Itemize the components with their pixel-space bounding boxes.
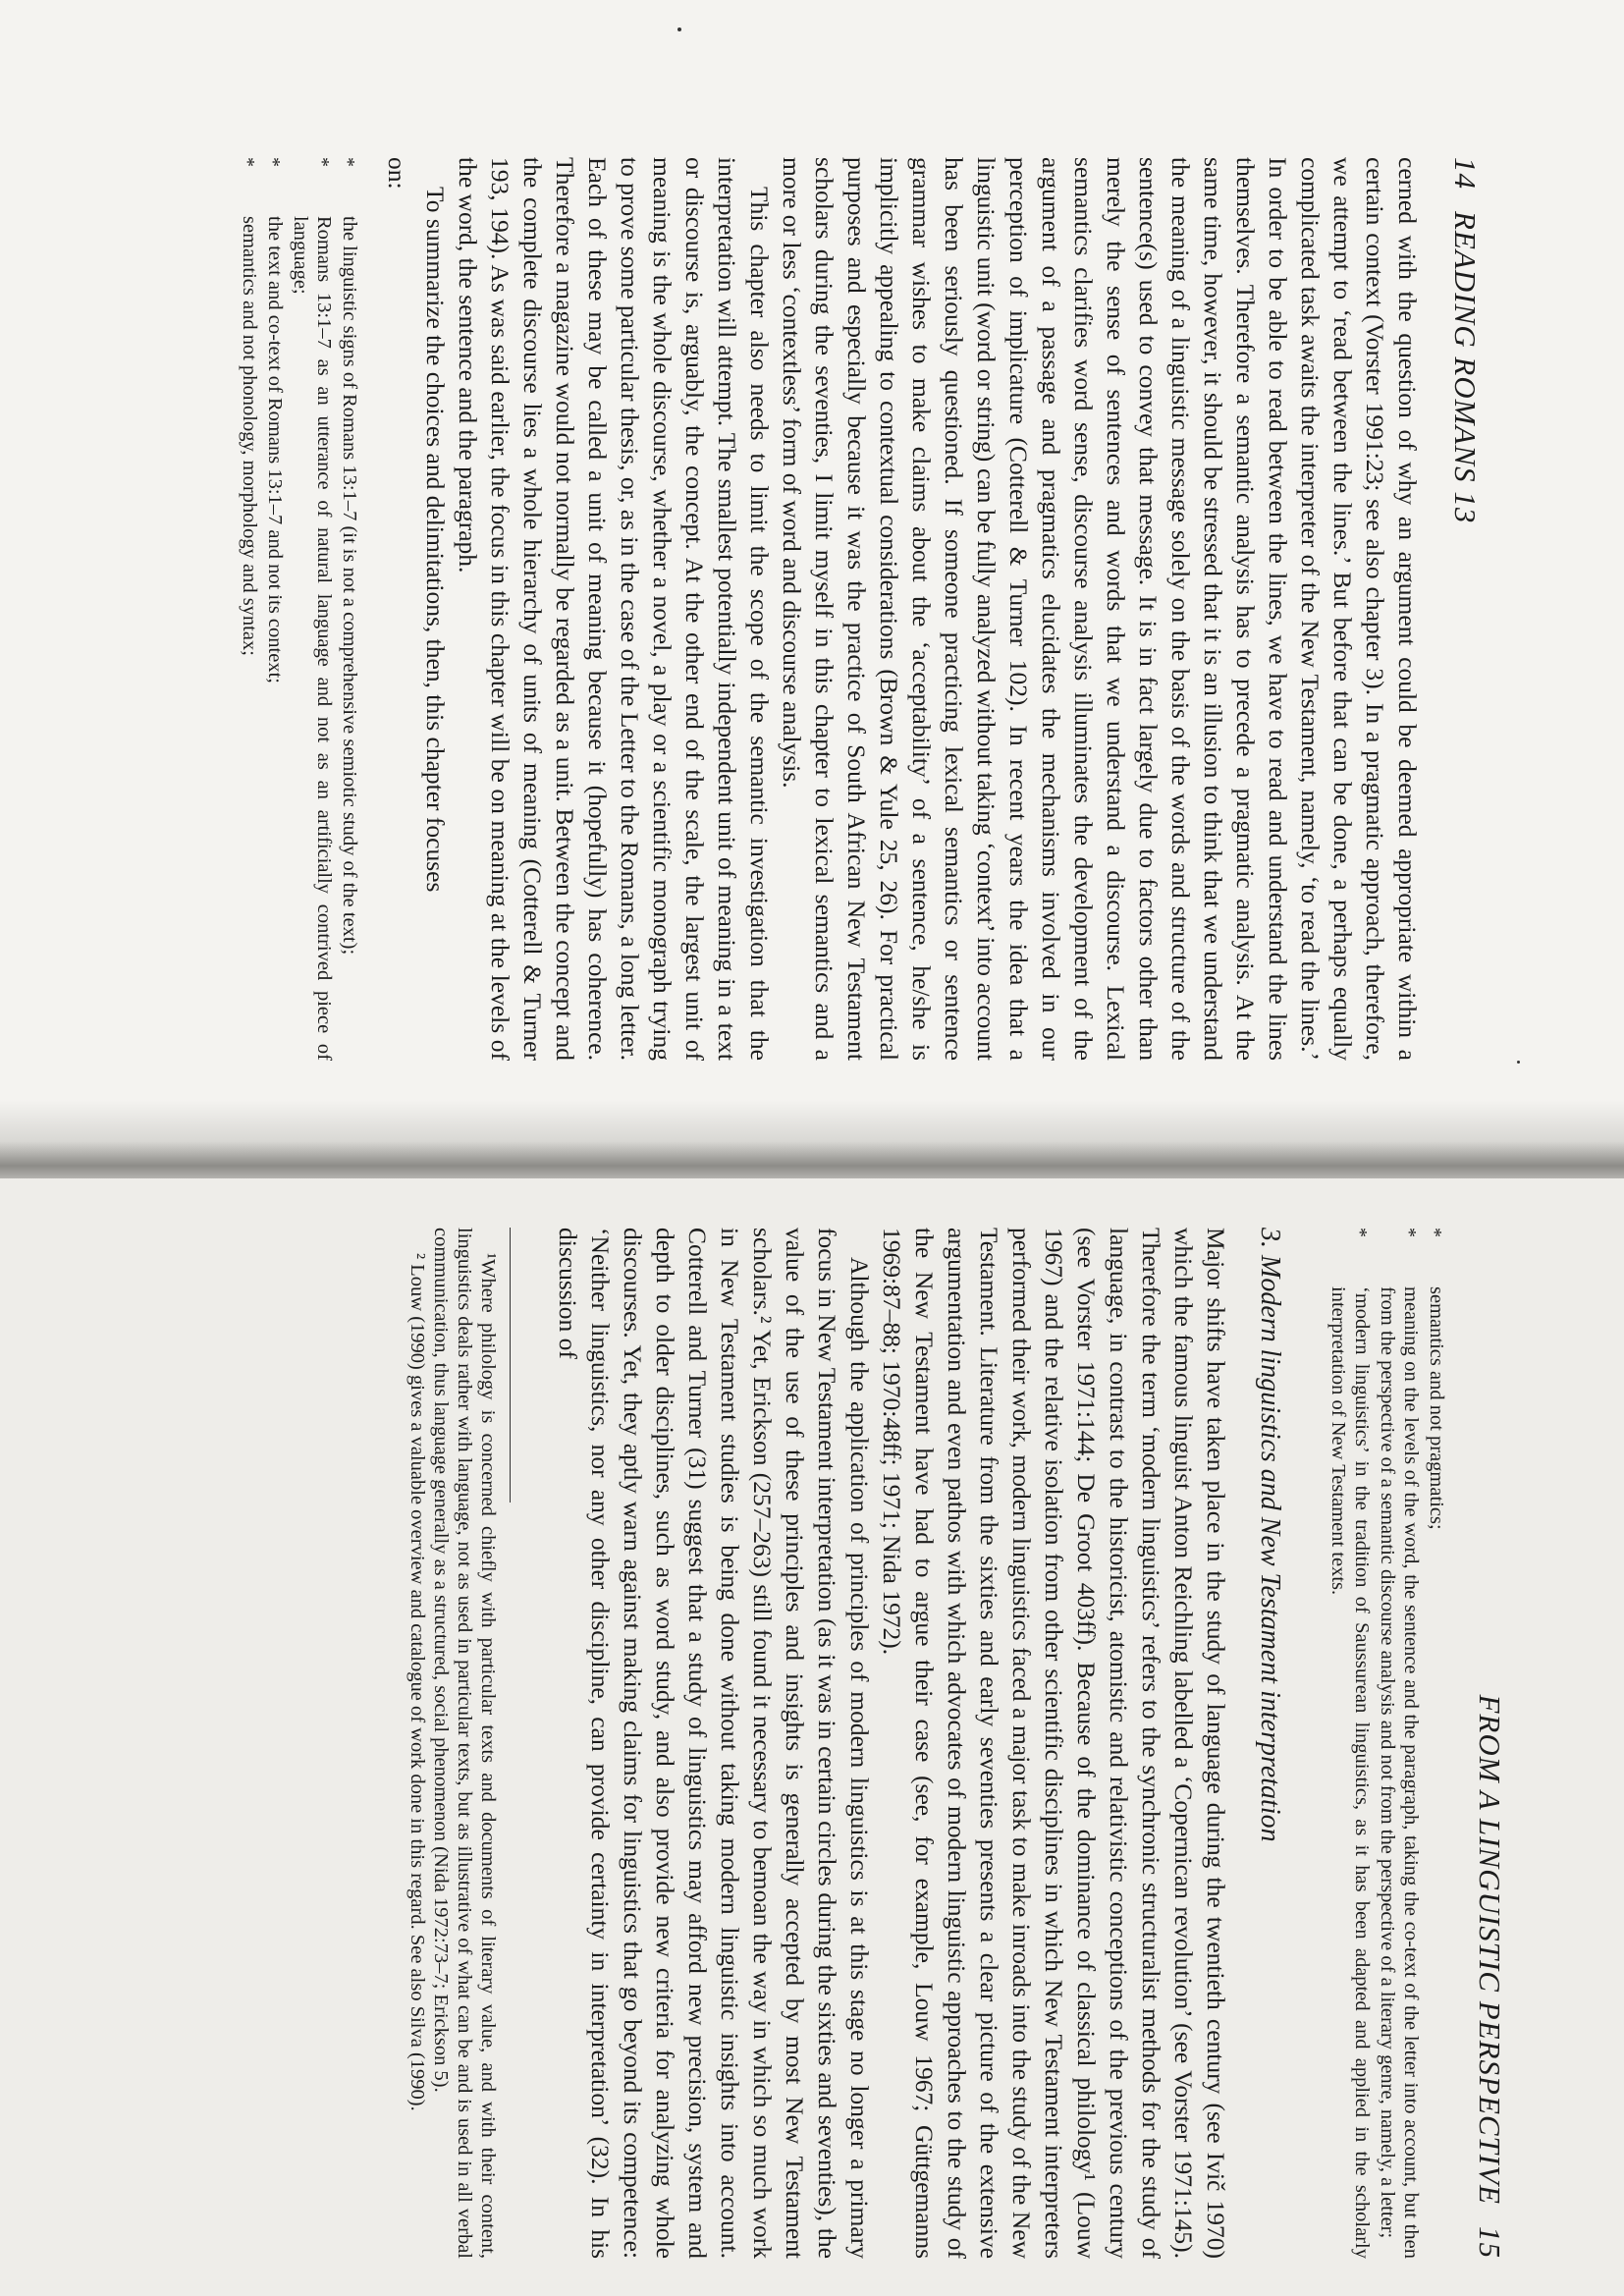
list-item-text: semantics and not phonology, morphology and syntax; [239,216,260,656]
list-item-text: the linguistic signs of Romans 13:1–7 (it is not a comprehensive semiotic study of the text); [339,216,360,956]
body-paragraph: Although the application of principles of modern linguistics is at this stage no longer a primary focus in New Testament interpretation (as it was in certain circles during the sixties and seventies), the value of the use of these principles and insights is generally accepted by most New Testament scholars.² Yet, Erickson (257–263) still found it necessary to bemoan the way in which so much work in New Testament studies is being done without taking modern linguistic insights into account. Cotterell and Turner (31) suggest that a study of linguistics may afford new precision, system and depth to older disciplines, such as word study, and also provide new criteria for analyzing whole discourses. Yet, they aptly warn against making claims for linguistics that go beyond its competence: ‘Neither linguistics, nor any other discipline, can provide certainty in interpretation’ (32). In his discussion of [554,1228,874,2259]
list-item-text: semantics and not pragmatics; [1426,1286,1447,1530]
footnote-rule [510,1228,511,1503]
paper-speck [677,27,681,31]
asterisk-bullet: * [1349,1228,1371,1237]
list-item [1376,1228,1423,2259]
footnote: ¹Where philology is concerned chiefly with particular texts and documents of literary value, and with their content, linguistics deals rather with language, not as used in particular texts, but as illustrative of what can be and is used in all verbal communication, thus language generally as a structured, social phenomenon (Nida 1972:73–7; Erickson 5). [430,1228,499,2259]
body-paragraph: This chapter also needs to limit the scope of the semantic investigation that the interpretation will attempt. The smallest potentially independent unit of meaning in a text or discourse is, arguably, the concept. At the other end of the scale, the largest unit of meaning is the whole discourse, whether a novel, a play or a scientific monograph trying to prove some particular thesis, or, as in the case of the Letter to the Romans, a long letter. Each of these may be called a unit of meaning because it (hopefully) has coherence. Therefore a magazine would not normally be regarded as a unit. Between the concept and the complete discourse lies a whole hierarchy of units of meaning (Cotterell & Turner 193, 194). As was said earlier, the focus in this chapter will be on meaning at the levels of the word, the sentence and the paragraph. [454,157,774,1061]
list-item [262,157,287,1061]
page-number: 14 [1448,157,1483,190]
paper-speck [1517,1061,1520,1064]
page-number: 15 [1473,2226,1507,2259]
list-item [1424,1228,1448,2259]
list-item-text: Romans 13:1–7 as an utterance of natural language and not as an artificially contrived piece of language; [290,216,335,1061]
running-head-left [1447,157,1483,1061]
body-paragraph: Major shifts have taken place in the study of language during the twentieth century (see Ivič 1970) which the famous linguist Anton Reichling labelled a ‘Copernican revolution’ (see Vorster 1971:145). Therefore the term ‘modern linguistics’ refers to the synchronic structuralist methods for the study of language, in contrast to the historicist, atomistic and relativistic conceptions of the previous century (see Vorster 1971:144; De Groot 403ff). Because of the dominance of classical philology¹ (Louw 1967) and the relative isolation from other scientific disciplines in which New Testament interpreters performed their work, modern linguistics faced a major task to make inroads into the study of the New Testament. Literature from the sixties and early seventies presents a clear picture of the extensive argumentation and even pathos with which advocates of modern linguistic approaches to the study of the New Testament have had to argue their case (see, for example, Louw 1967; Güttgemanns 1969:87–88; 1970:48ff; 1971; Nida 1972). [878,1228,1230,2259]
asterisk-bullet: * [311,157,333,167]
right-page [0,1178,1624,2296]
list-item-text: ‘modern linguistics’ in the tradition of Saussurean linguistics, as it has been adapted and applied in the scholarly interpretation of New Testament texts. [1327,1286,1373,2259]
running-head-right [1472,1228,1507,2259]
list-item-text: the text and co-text of Romans 13:1–7 and not its context; [264,216,286,683]
left-page-text-block [236,157,1483,1061]
list-item [237,157,261,1061]
footnote: ² Louw (1990) gives a valuable overview and catalogue of work done in this regard. See also Silva (1990). [406,1253,428,2111]
list-item [1326,1228,1374,2259]
body-paragraph: To summarize the choices and delimitations, then, this chapter focuses [421,187,450,893]
running-head-title: READING ROMANS 13 [1448,211,1483,524]
delimitation-list-continued [1326,1228,1448,2259]
list-item-text: meaning on the levels of the word, the sentence and the paragraph, taking the co-text of the letter into account, but then from the perspective of a semantic discourse analysis and not from the perspective of a literary genre, namely, a letter; [1377,1286,1422,2259]
asterisk-bullet: * [237,157,258,167]
section-heading: 3. Modern linguistics and New Testament interpretation [1255,1228,1285,1842]
asterisk-bullet: * [337,157,358,167]
right-page-text-block [406,1228,1507,2259]
body-paragraph: cerned with the question of why an argument could be deemed appropriate within a certain context (Vorster 1991:23; see also chapter 3). In a pragmatic approach, therefore, we attempt to ‘read between the lines.’ But before that can be done, a perhaps equally complicated task awaits the interpreter of the New Testament, namely, ‘to read the lines.’ In order to be able to read between the lines, we have to read and understand the lines themselves. Therefore a semantic analysis has to precede a pragmatic analysis. At the same time, however, it should be stressed that it is an illusion to think that we understand the meaning of a linguistic message solely on the basis of the words and structure of the sentence(s) used to convey that message. It is in fact largely due to factors other than merely the sense of sentences and words that we understand a discourse. Lexical semantics clarifies word sense, discourse analysis illuminates the development of the argument of a passage and pragmatics elucidates the mechanisms involved in our perception of implicature (Cotterell & Turner 102). In recent years the idea that a linguistic unit (word or string) can be fully analyzed without taking ‘context’ into account has been seriously questioned. If someone practicing lexical semantics or sentence grammar wishes to make claims about the ‘acceptability’ of a sentence, he/she is implicitly appealing to contextual considerations (Brown & Yule 25, 26). For practical purposes and especially because it was the practice of South African New Testament scholars during the seventies, I limit myself in this chapter to lexical semantics and a more or less ‘contextless’ form of word and discourse analysis. [778,157,1422,1061]
list-item [289,157,336,1061]
running-head-title: FROM A LINGUISTIC PERSPECTIVE [1473,1694,1507,2205]
delimitation-list [238,157,361,1061]
asterisk-bullet: * [262,157,284,167]
list-item [337,157,361,1061]
asterisk-bullet: * [1398,1228,1420,1237]
asterisk-bullet: * [1424,1228,1445,1237]
continuation-text: on: [383,157,411,190]
